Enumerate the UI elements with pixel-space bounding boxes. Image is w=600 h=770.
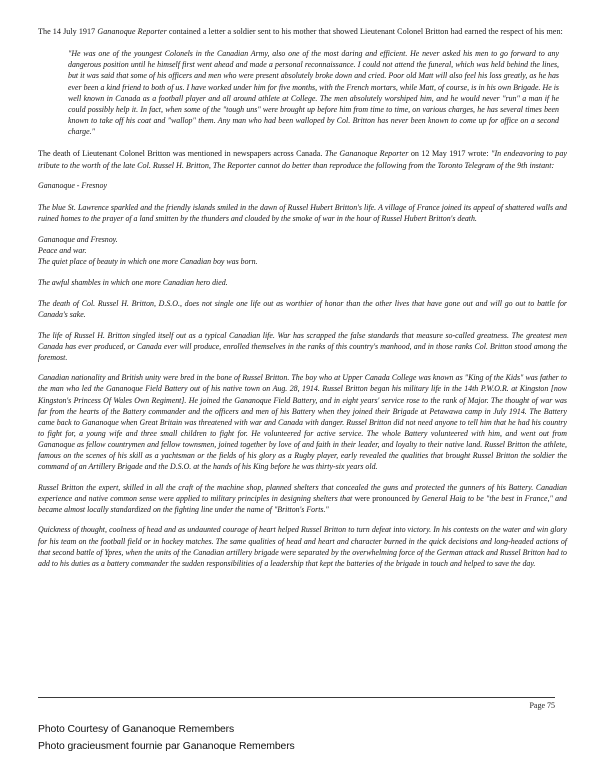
newspaper-name-italic: Gananoque Reporter [97, 27, 167, 36]
photo-credit-english: Photo Courtesy of Gananoque Remembers [38, 724, 235, 735]
telegram-verse-block [38, 234, 567, 267]
telegram-paragraph-4: The life of Russel H. Britton singled itself out as a typical Canadian life. War has scrapped the false standards that measure so-called greatness. The greatest men Canada has ever produced, or Canada ever will produce, enrolled themselves in the ranks of this country's manhood, and in those ranks Col. Britton stood among the foremost. [38, 330, 567, 362]
telegram-paragraph-1: The blue St. Lawrence sparkled and the friendly islands smiled in the dawn of Russel Hubert Britton's life. A village of France joined its appeal of shattered walls and ruined homes to the prayer of a land smitten by the thunders and clouded by the smoke of war in the hour of Russel Hubert Britton's death. [38, 203, 567, 224]
page-number: Page 75 [529, 701, 555, 710]
telegram-paragraph-6 [38, 482, 567, 515]
footer-divider [38, 697, 555, 698]
reporter-name-italic: The Gananoque Reporter [324, 149, 409, 159]
telegram-p6-pre: Russel Britton the expert, skilled in all the craft of the machine shop, planned shelters that concealed the guns and protected the gunners of his Battery. Canadian experience and native common sense were applied to military principles in designing shelters that [38, 482, 567, 503]
telegram-p6-post: by General Haig to be "the best in France," and became almost locally standardized on the fighting line under the name of "Britton's Forts." [38, 493, 567, 514]
intro-text-pre: The 14 July 1917 [38, 27, 98, 36]
telegram-verse-line-3: The quiet place of beauty in which one more Canadian boy was born. [38, 257, 258, 267]
soldier-letter-blockquote [68, 48, 559, 137]
telegram-heading: Gananoque - Fresnoy [38, 181, 107, 191]
photo-credit-french: Photo gracieusment fournie par Gananoque Remembers [38, 740, 295, 752]
telegram-verse-line-1: Gananoque and Fresnoy. [38, 235, 118, 244]
death-notice-mid: on 12 May 1917 wrote: [408, 149, 492, 159]
telegram-verse-line-2: Peace and war. [38, 246, 87, 256]
soldier-letter-text: "He was one of the youngest Colonels in the Canadian Army, also one of the most daring and efficient. He never asked his men to go forward to any dangerous position until he himself first went ahead and made a personal reconnaissance. I could not attend the funeral, which was held behind the lines, but it was said that some of his officers and men who were present absolutely broke down and cried. Poor old Matt will also feel his loss greatly, as he has ever been a kind friend to both of us. I have worked under him for five months, with the French mortars, while Matt, of course, is in his own Brigade. He is well known in Canada as a football player and all around athlete at College. The men absolutely worshiped him, and he would never "run" a man if he could possibly help it. In fact, when some of the "tough uns" were brought up before him from time to time, on various charges, he has several times been known to take off his coat and "wallop" them. Any man who had been walloped by Col. Britton has never been known to come up for office on a second charge." [68, 49, 559, 137]
telegram-p6-roman: were pronounced [354, 493, 410, 503]
photo-credits [38, 722, 295, 755]
intro-paragraph [38, 26, 567, 37]
intro-text-post: contained a letter a soldier sent to his mother that showed Lieutenant Colonel Britton had earned the respect of his men: [166, 27, 563, 36]
telegram-paragraph-3: The death of Col. Russel H. Britton, D.S.O., does not single one life out as worthier of honor than the other lives that have gone out and will go out to battle for Canada's sake. [38, 298, 567, 319]
death-notice-pre: The death of Lieutenant Colonel Britton was mentioned in newspapers across Canada. [38, 149, 325, 159]
telegram-paragraph-5: Canadian nationality and British unity were bred in the bone of Russel Britton. The boy who at Upper Canada College was known as "King of the Kids" was father to the man who led the Gananoque Field Battery out of his native town on Aug. 28, 1914. Russel Britton began his military life in the 14th P.W.O.R. at Kingston [now Kingston's Princess Of Wales Own Regiment]. He joined the Gananoque Field Battery, and in eight years' service rose to the rank of Major. The thought of war was far from the hearts of the Battery commander and the officers and men of his Battery when they joined their Brigade at Petawawa camp in July 1914. The Battery came back to Gananoque when Great Britain was threatened with war and Canada with danger. Russel Britton did not need anyone to tell him that he had his country to fight for, a young wife and three small children to fight for. He volunteered for active service. The whole Battery volunteered with him, and went out from Gananoque as fellow countrymen and fellow townsmen, joined together by love of and faith in their leader, and loyalty to their native land. Russel Britton the athlete, famous on the scenes of his skill as a yachtsman or the fields of his glory as a Rugby player, early revealed the qualities that brought Russel Britton the soldier the command of an Artillery Brigade and the D.S.O. at the hands of his King before he was thirty-six years old. [38, 373, 567, 472]
reporter-quote-italic: "In endeavoring to pay tribute to the worth of the late Col. Russel H. Britton, The Reporter cannot do better than reproduce the following from the Toronto Telegram of the 9th instant: [38, 149, 567, 170]
telegram-paragraph-2: The awful shambles in which one more Canadian hero died. [38, 278, 228, 288]
telegram-paragraph-7: Quickness of thought, coolness of head and as undaunted courage of heart helped Russel Britton to turn defeat into victory. In his contests on the water and win glory for his team on the football field or in hockey matches. The same qualities of head and heart and character burned in the quick decisions and long-headed actions of that second battle of Ypres, when the units of the Canadian artillery brigade were separated by the overwhelming force of the German attack and Russel Britton had to add to his duties as a battery commander the sudden responsibilities of a leadership that kept the batteries of the brigade in touch and helped to save the day. [38, 525, 567, 568]
death-notice-paragraph [38, 148, 567, 170]
